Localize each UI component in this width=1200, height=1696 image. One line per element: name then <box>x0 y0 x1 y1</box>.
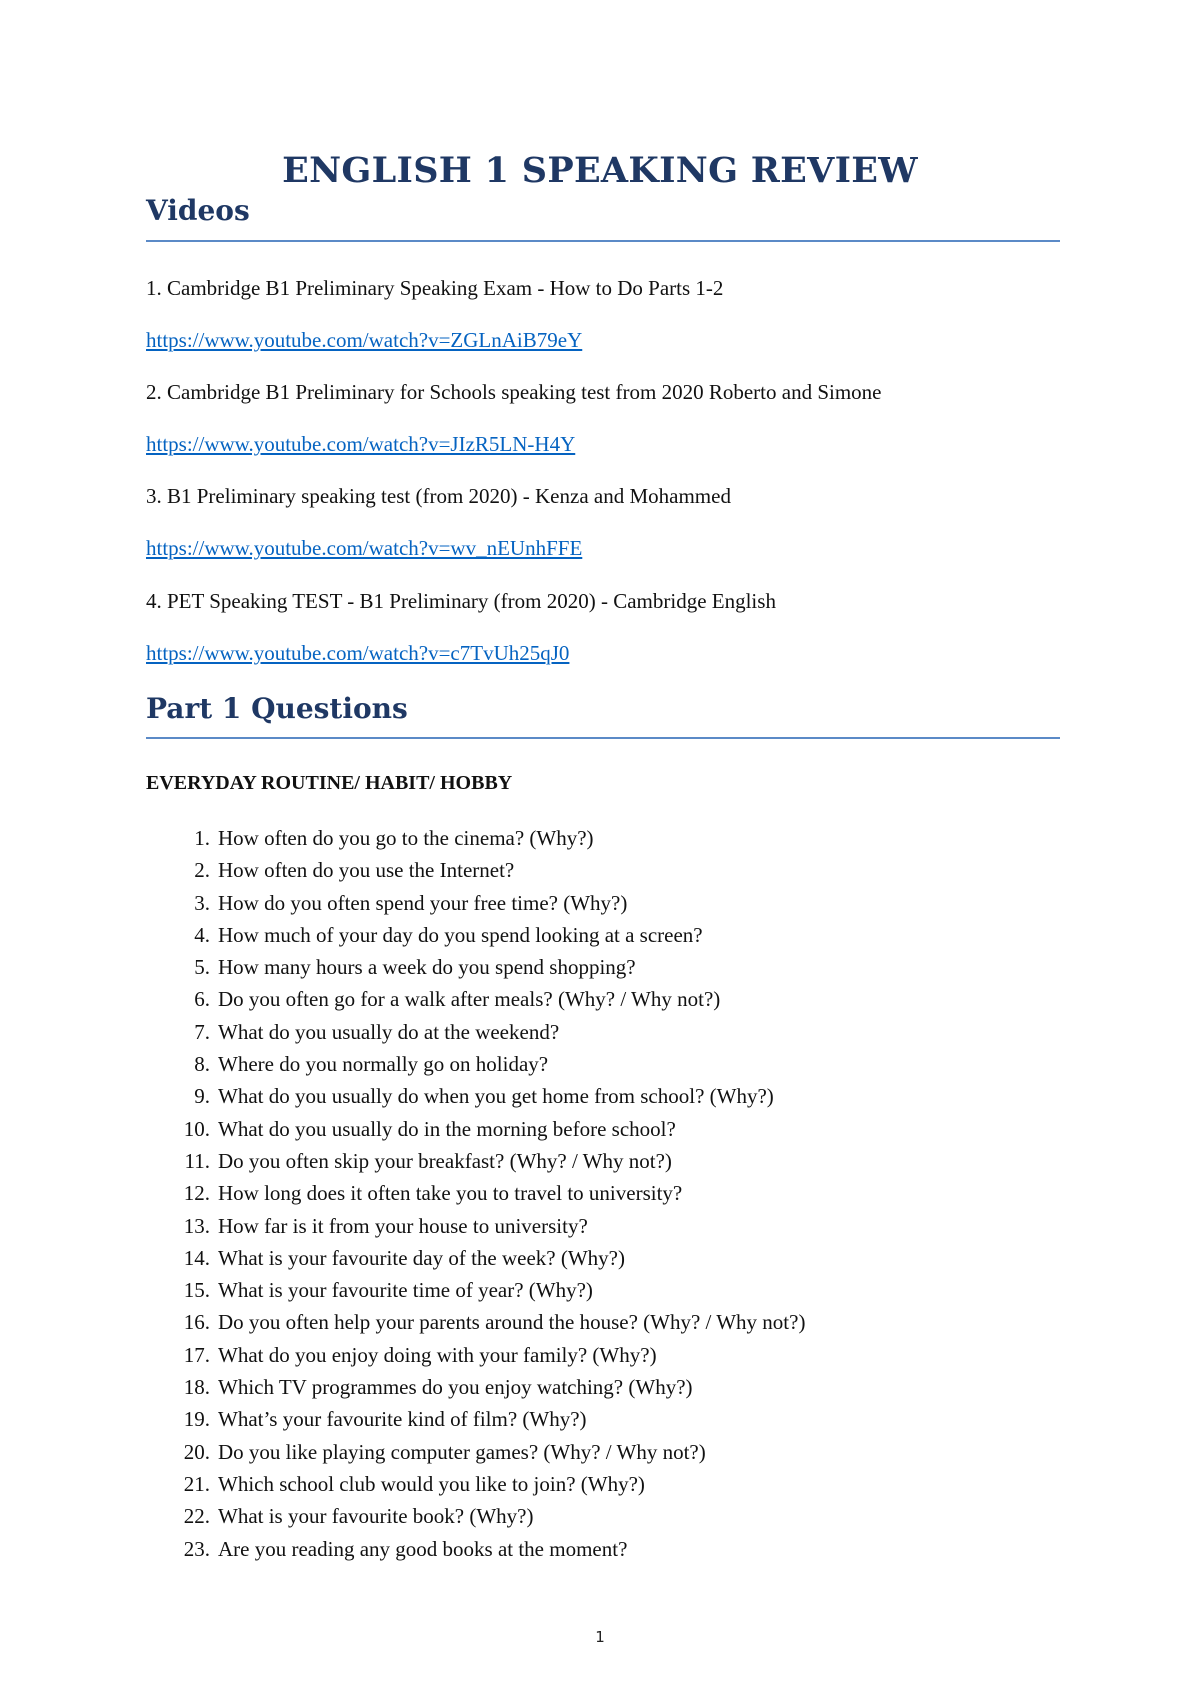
question-text: What do you enjoy doing with your family? (Why?) <box>218 1342 657 1367</box>
question-text: Which TV programmes do you enjoy watching? (Why?) <box>218 1375 693 1400</box>
question-number: 21. <box>183 1471 210 1496</box>
question-number: 19. <box>183 1407 210 1432</box>
part1-subheading: EVERYDAY ROUTINE/ HABIT/ HOBBY <box>146 772 513 794</box>
question-number: 6. <box>194 987 210 1012</box>
question-item <box>146 822 805 854</box>
question-text: Do you like playing computer games? (Why? / Why not?) <box>218 1439 706 1464</box>
part1-heading: Part 1 Questions <box>146 692 408 725</box>
question-number: 14. <box>183 1245 210 1270</box>
question-number: 3. <box>194 890 210 915</box>
question-number: 9. <box>194 1084 210 1109</box>
question-text: What is your favourite time of year? (Why?) <box>218 1278 593 1303</box>
question-item <box>146 1113 805 1145</box>
page-number: 1 <box>595 1628 605 1646</box>
question-item <box>146 951 805 983</box>
question-item <box>146 1016 805 1048</box>
video-3-title: 3. B1 Preliminary speaking test (from 2020) - Kenza and Mohammed <box>146 484 731 508</box>
question-number: 8. <box>194 1052 210 1077</box>
question-number: 22. <box>183 1504 210 1529</box>
question-item <box>146 1048 805 1080</box>
question-item <box>146 1403 805 1435</box>
question-number: 1. <box>194 826 210 850</box>
question-text: Do you often help your parents around the house? (Why? / Why not?) <box>218 1310 806 1335</box>
question-item <box>146 1210 805 1242</box>
question-item <box>146 1177 805 1209</box>
question-text: What is your favourite day of the week? (Why?) <box>218 1245 625 1270</box>
question-number: 5. <box>194 955 210 980</box>
question-item <box>146 1242 805 1274</box>
video-3-link[interactable]: https://www.youtube.com/watch?v=wv_nEUnhFFE <box>146 536 583 560</box>
question-item <box>146 1500 805 1532</box>
question-text: Do you often go for a walk after meals? (Why? / Why not?) <box>218 987 721 1012</box>
question-text: Where do you normally go on holiday? <box>218 1052 549 1077</box>
question-number: 7. <box>194 1019 210 1044</box>
question-item <box>146 1533 805 1565</box>
question-text: What’s your favourite kind of film? (Why?) <box>218 1407 587 1432</box>
video-2-title: 2. Cambridge B1 Preliminary for Schools speaking test from 2020 Roberto and Simone <box>146 380 882 404</box>
question-text: How much of your day do you spend looking at a screen? <box>218 922 703 947</box>
question-item <box>146 1080 805 1112</box>
video-2-link[interactable]: https://www.youtube.com/watch?v=JIzR5LN-H4Y <box>146 432 576 456</box>
question-item <box>146 1145 805 1177</box>
question-number: 15. <box>183 1278 210 1303</box>
question-number: 4. <box>194 922 210 947</box>
question-item <box>146 887 805 919</box>
question-text: How often do you go to the cinema? (Why?) <box>218 826 594 850</box>
video-4-link[interactable]: https://www.youtube.com/watch?v=c7TvUh25qJ0 <box>146 641 570 665</box>
question-text: Do you often skip your breakfast? (Why? / Why not?) <box>218 1148 672 1173</box>
question-text: Which school club would you like to join? (Why?) <box>218 1471 645 1496</box>
question-number: 20. <box>183 1439 210 1464</box>
question-number: 17. <box>183 1342 210 1367</box>
video-4-title: 4. PET Speaking TEST - B1 Preliminary (from 2020) - Cambridge English <box>146 589 776 613</box>
question-text: How do you often spend your free time? (Why?) <box>218 890 628 915</box>
videos-heading: Videos <box>146 194 250 227</box>
question-item <box>146 983 805 1015</box>
video-1-link[interactable]: https://www.youtube.com/watch?v=ZGLnAiB79eY <box>146 328 583 352</box>
question-text: How often do you use the Internet? <box>218 858 515 883</box>
videos-heading-rule <box>146 240 1060 242</box>
question-text: How long does it often take you to travel to university? <box>218 1181 683 1206</box>
question-number: 10. <box>183 1116 210 1141</box>
question-number: 18. <box>183 1375 210 1400</box>
question-text: What do you usually do at the weekend? <box>218 1019 560 1044</box>
question-text: How far is it from your house to university? <box>218 1213 588 1238</box>
question-text: What do you usually do in the morning before school? <box>218 1116 676 1141</box>
video-1-title: 1. Cambridge B1 Preliminary Speaking Exam - How to Do Parts 1-2 <box>146 276 724 300</box>
question-number: 16. <box>183 1310 210 1335</box>
question-item <box>146 1371 805 1403</box>
question-number: 2. <box>194 858 210 883</box>
question-text: Are you reading any good books at the moment? <box>218 1536 628 1561</box>
question-item <box>146 1274 805 1306</box>
part1-heading-rule <box>146 737 1060 739</box>
question-item <box>146 1339 805 1371</box>
question-item <box>146 1436 805 1468</box>
question-number: 13. <box>183 1213 210 1238</box>
document-title: ENGLISH 1 SPEAKING REVIEW <box>282 150 918 191</box>
question-number: 23. <box>183 1536 210 1561</box>
question-text: What is your favourite book? (Why?) <box>218 1504 534 1529</box>
question-item <box>146 919 805 951</box>
question-item <box>146 1306 805 1338</box>
question-item <box>146 854 805 886</box>
question-text: What do you usually do when you get home from school? (Why?) <box>218 1084 774 1109</box>
question-number: 11. <box>184 1148 210 1173</box>
question-item <box>146 1468 805 1500</box>
question-number: 12. <box>183 1181 210 1206</box>
question-text: How many hours a week do you spend shopping? <box>218 955 636 980</box>
question-list <box>146 822 805 1565</box>
